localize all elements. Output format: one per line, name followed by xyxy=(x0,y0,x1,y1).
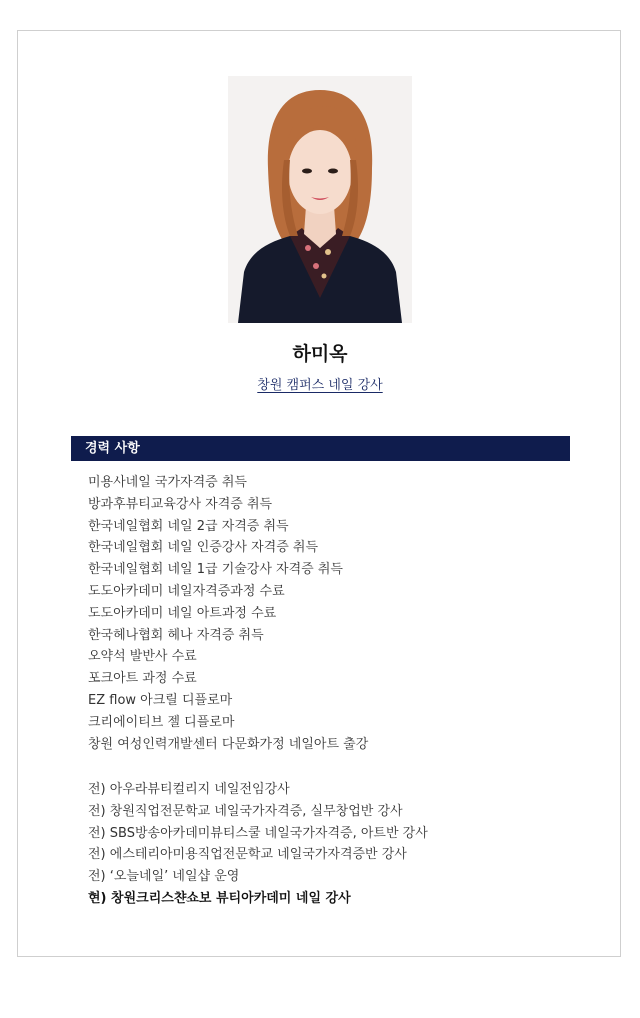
instructor-name: 하미옥 xyxy=(292,343,348,365)
profile-photo xyxy=(228,76,412,323)
list-item: 방과후뷰티교육강사 자격증 취득 xyxy=(88,496,273,512)
list-item: 한국네일협회 네일 2급 자격증 취득 xyxy=(88,518,289,534)
list-item: 포크아트 과정 수료 xyxy=(88,671,197,687)
list-item: 한국헤나협회 헤나 자격증 취득 xyxy=(88,627,264,643)
list-item: 미용사네일 국가자격증 취득 xyxy=(88,475,247,490)
current-position-item: 현) 창원크리스챤쇼보 뷰티아카데미 네일 강사 xyxy=(88,890,351,906)
list-item: 전) 창원직업전문학교 네일국가자격증, 실무창업반 강사 xyxy=(88,803,403,819)
instructor-role[interactable] xyxy=(18,374,622,393)
list-item: 도도아카데미 네일자격증과정 수료 xyxy=(88,583,285,599)
list-item: 오약석 발반사 수료 xyxy=(88,649,197,665)
instructor-role-link[interactable]: 창원 캠퍼스 네일 강사 xyxy=(257,378,383,393)
profile-card xyxy=(17,30,621,957)
list-item: 도도아카데미 네일 아트과정 수료 xyxy=(88,605,277,621)
list-item: 전) 에스테리아미용직업전문학교 네일국가자격증반 강사 xyxy=(88,847,407,863)
list-item: 전) ‘오늘네일’ 네일샵 운영 xyxy=(88,869,240,885)
list-item: 전) 아우라뷰티컬리지 네일전임강사 xyxy=(88,782,290,797)
list-item: EZ flow 아크릴 디플로마 xyxy=(88,692,233,708)
list-item: 한국네일협회 네일 1급 기술강사 자격증 취득 xyxy=(88,562,343,578)
list-item: 창원 여성인력개발센터 다문화가정 네일아트 출강 xyxy=(88,736,369,752)
list-item: 전) SBS방송아카데미뷰티스쿨 네일국가자격증, 아트반 강사 xyxy=(88,825,428,841)
career-section-header: 경력 사항 xyxy=(71,436,570,461)
qualification-list xyxy=(88,472,368,755)
list-item: 한국네일협회 네일 인증강사 자격증 취득 xyxy=(88,540,319,556)
portrait-image xyxy=(228,76,412,323)
career-list xyxy=(88,779,428,910)
list-item: 크리에이티브 젤 디플로마 xyxy=(88,714,235,730)
